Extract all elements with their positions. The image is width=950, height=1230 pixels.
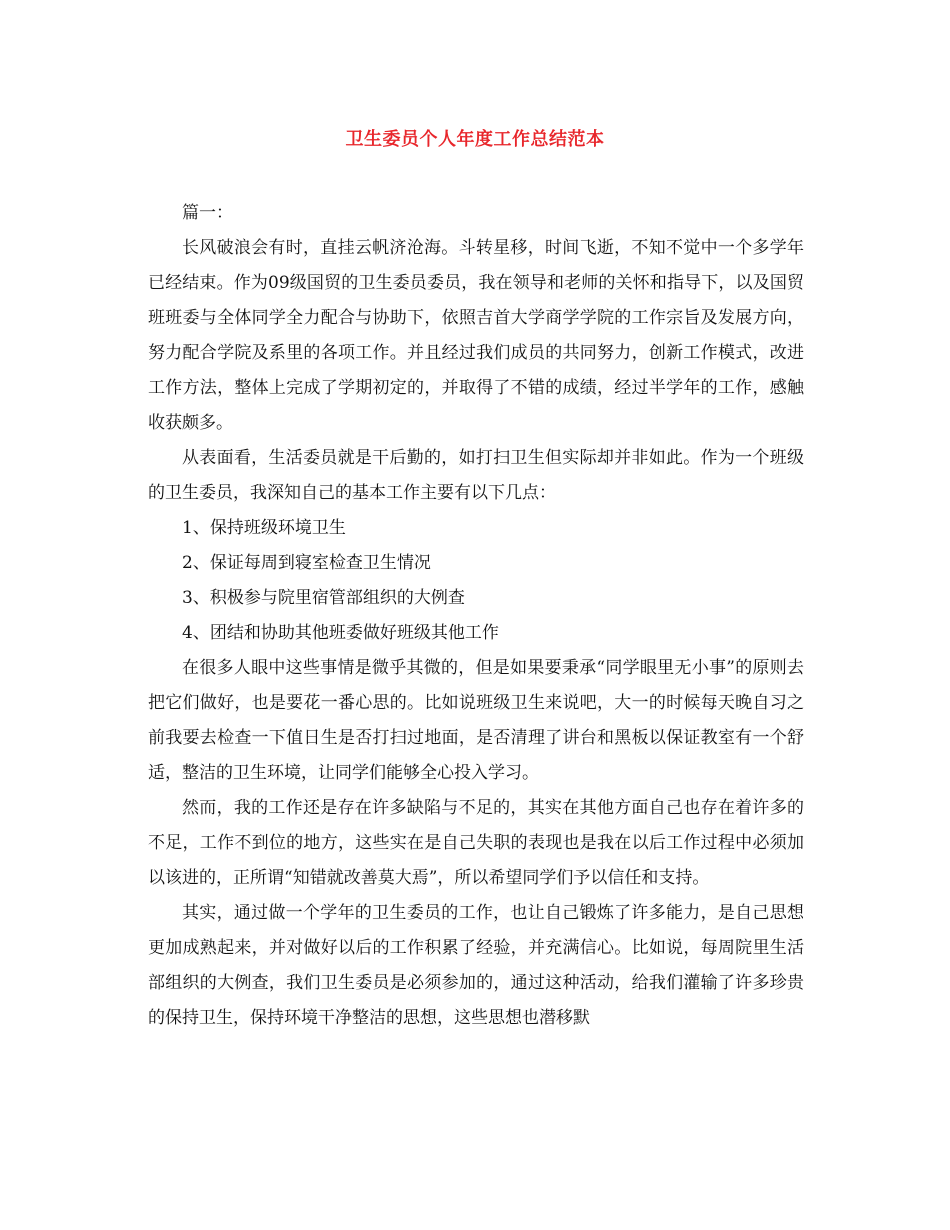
paragraph: 长风破浪会有时，直挂云帆济沧海。斗转星移，时间飞逝，不知不觉中一个多学年已经结束。作为09级国贸的卫生委员委员，我在领导和老师的关怀和指导下，以及国贸班班委与全体同学全力配合与协助下，依照吉首大学商学学院的工作宗旨及发展方向，努力配合学院及系里的各项工作。并且经过我们成员的共同努力，创新工作模式，改进工作方法，整体上完成了学期初定的，并取得了不错的成绩，经过半学年的工作，感触收获颇多。 (148, 238, 804, 433)
paragraph: 其实，通过做一个学年的卫生委员的工作，也让自己锻炼了许多能力，是自己思想更加成熟起来，并对做好以后的工作积累了经验，并充满信心。比如说，每周院里生活部组织的大例查，我们卫生委员是必须参加的，通过这种活动，给我们灌输了许多珍贵的保持卫生，保持环境干净整洁的思想，这些思想也潜移默 (148, 903, 804, 1028)
list-item: 1、保持班级环境卫生 (182, 518, 346, 538)
document-title: 卫生委员个人年度工作总结范本 (345, 129, 605, 150)
list-item: 3、积极参与院里宿管部组织的大例查 (182, 588, 465, 608)
paragraph: 从表面看，生活委员就是干后勤的，如打扫卫生但实际却并非如此。作为一个班级的卫生委员，我深知自己的基本工作主要有以下几点： (148, 448, 804, 503)
list-item: 4、团结和协助其他班委做好班级其他工作 (182, 623, 499, 643)
paragraph-section-label: 篇一： (182, 203, 233, 223)
list-item: 2、保证每周到寝室检查卫生情况 (182, 553, 431, 573)
document-body (148, 196, 804, 1036)
paragraph: 在很多人眼中这些事情是微乎其微的，但是如果要秉承“同学眼里无小事”的原则去把它们做好，也是要花一番心思的。比如说班级卫生来说吧，大一的时候每天晚自习之前我要去检查一下值日生是否打扫过地面，是否清理了讲台和黑板以保证教室有一个舒适，整洁的卫生环境，让同学们能够全心投入学习。 (148, 658, 804, 783)
paragraph: 然而，我的工作还是存在许多缺陷与不足的，其实在其他方面自己也存在着许多的不足，工作不到位的地方，这些实在是自己失职的表现也是我在以后工作过程中必须加以该进的，正所谓“知错就改善莫大焉”，所以希望同学们予以信任和支持。 (148, 798, 804, 888)
